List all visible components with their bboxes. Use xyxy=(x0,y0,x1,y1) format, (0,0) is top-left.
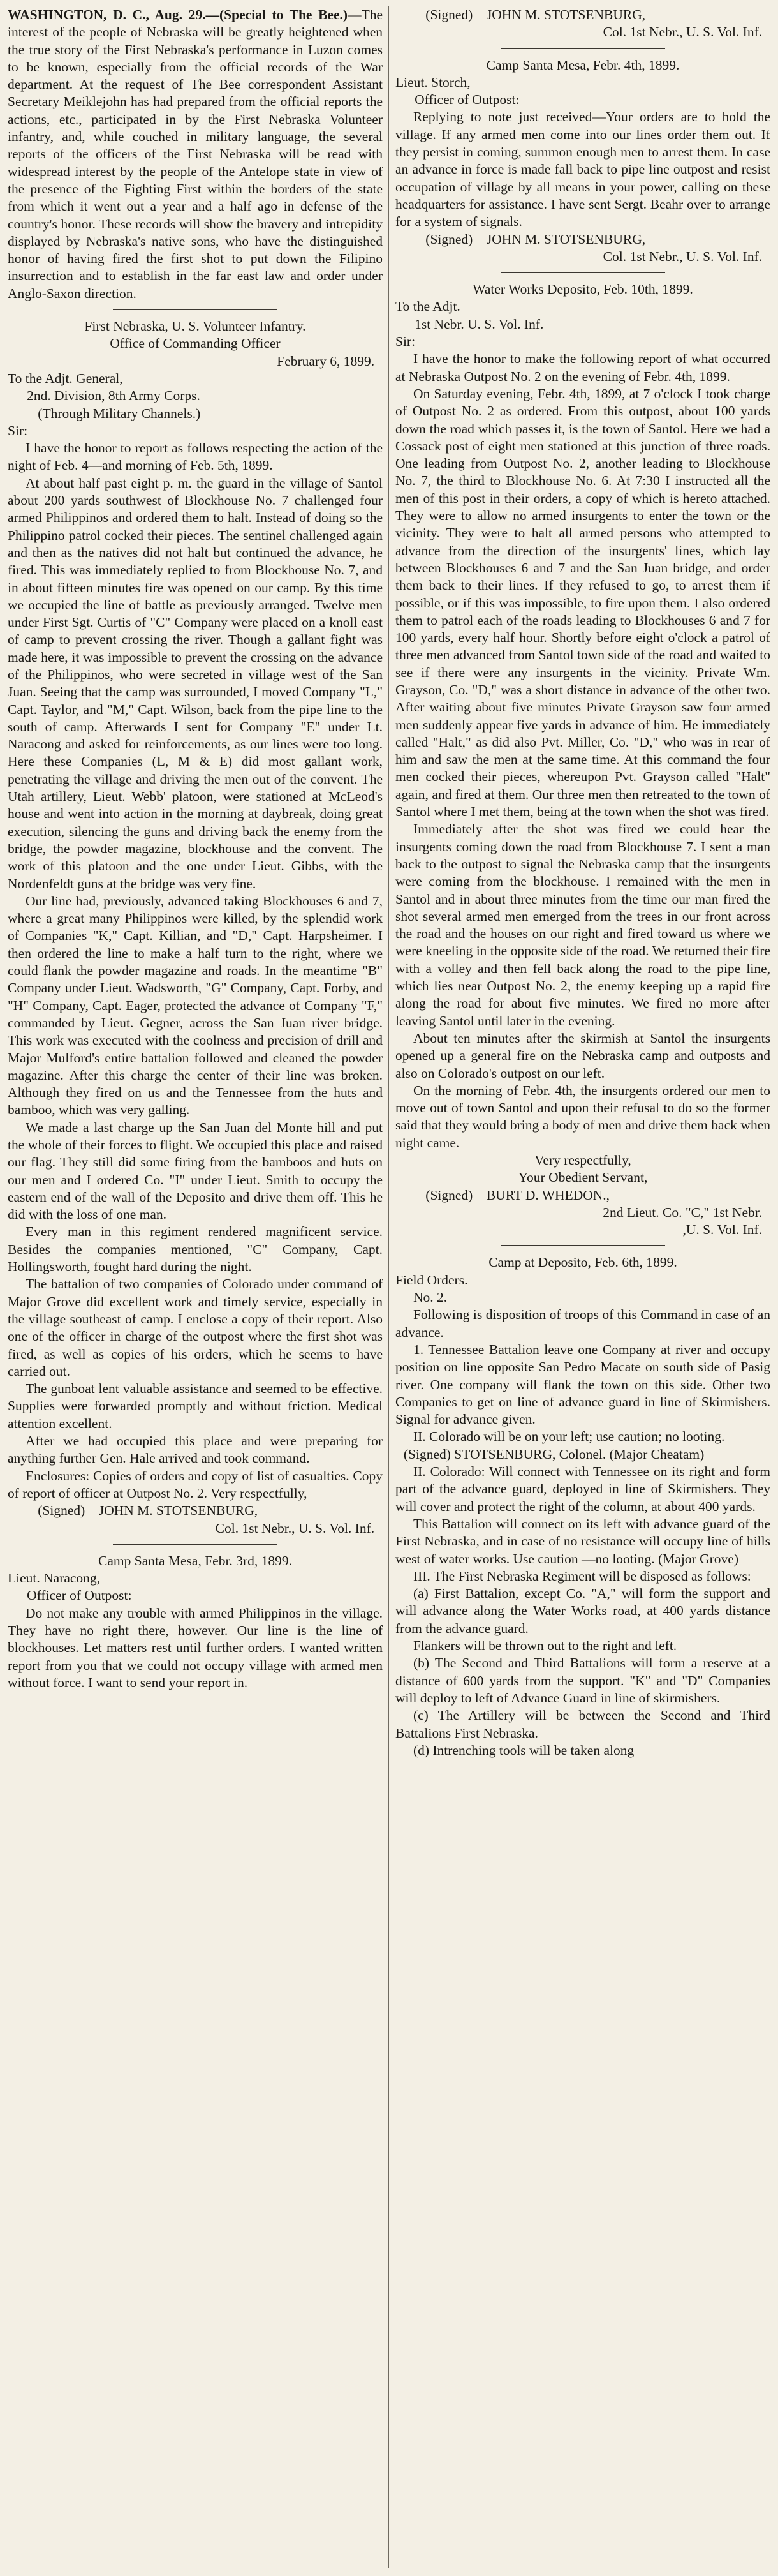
field-orders-number: No. 2. xyxy=(413,1290,448,1306)
report-2-paragraph: On the morning of Febr. 4th, the insurgents ordered our men to move out of town Santol and upon their refusal to do so the former said that they would bring a body of men and drive them back when night came. xyxy=(395,1082,770,1150)
field-orders-paragraph: 1. Tennessee Battalion leave one Company at river and occupy position on line opposite San Pedro Macate on south side of Pasig river. One company will flank the town on this side. Other two Companies to get on line of advance guard in line of Skirmishers. Signal for advance given. xyxy=(395,1341,770,1427)
order-2-signature xyxy=(395,231,770,248)
order-1-signature xyxy=(395,6,770,24)
field-orders-paragraph: III. The First Nebraska Regiment will be disposed as follows: xyxy=(413,1568,751,1584)
report-1-division: 2nd. Division, 8th Army Corps. xyxy=(27,388,200,404)
report-1-rank: Col. 1st Nebr., U. S. Vol. Inf. xyxy=(215,1520,375,1536)
order-2-to: Lieut. Storch, xyxy=(395,74,471,90)
order-1-to: Lieut. Naracong, xyxy=(8,1570,101,1586)
report-2-closing: Your Obedient Servant, xyxy=(518,1170,648,1186)
report-2-signature xyxy=(395,1187,770,1204)
report-1-date: February 6, 1899. xyxy=(277,353,375,369)
order-1 xyxy=(8,1552,383,1692)
order-1-office: Officer of Outpost: xyxy=(27,1588,132,1604)
order-1-body: Do not make any trouble with armed Philippinos in the village. They have no right there, however. Our line is the line of blockhouses. Let matters rest until further orders. I wanted written report from you that we could not occupy village with armed men without force. I want to send your report in. xyxy=(8,1605,383,1690)
report-1-paragraph: Enclosures: Copies of orders and copy of list of casualties. Copy of report of officer at Outpost No. 2. Very respectfully, xyxy=(8,1468,383,1501)
report-2-unit: 1st Nebr. U. S. Vol. Inf. xyxy=(415,316,544,332)
column-divider xyxy=(388,6,389,2568)
report-1-heading: First Nebraska, U. S. Volunteer Infantry. xyxy=(84,318,306,334)
right-column xyxy=(395,6,770,2572)
field-orders-paragraph: (b) The Second and Third Battalions will form a reserve at a distance of 600 yards from the support. "K" and "D" Companies will deploy to left of Advance Guard in line of skirmishers. xyxy=(395,1655,770,1706)
report-1-paragraph: After we had occupied this place and were preparing for anything further Gen. Hale arrived and took command. xyxy=(8,1433,383,1466)
report-1-office: Office of Commanding Officer xyxy=(110,336,281,352)
field-orders-paragraph: (c) The Artillery will be between the Second and Third Battalions First Nebraska. xyxy=(395,1708,770,1741)
report-2-paragraph: On Saturday evening, Febr. 4th, 1899, at 7 o'clock I took charge of Outpost No. 2 as ordered. From this outpost, about 100 yards down the road which passes it, is the town of Santol. Here we had a Cossack post of eight men stationed at this junction of three roads. One leading from Outpost No. 2, another leading to Blockhouse No. 7, the third to Blockhouse No. 6. At 7:30 I instructed all the men of this post in their orders, a copy of which is hereto attached. They were to allow no armed insurgents to enter the town or the vicinity. They were to halt all armed persons who attempted to advance from the direction of the insurgents' lines, which lay between Blockhouses 6 and 7 and the San Juan bridge, and order them back to their lines. If they refused to go, to arrest them if possible, or if this was impossible, to fire upon them. I also ordered them to patrol each of the roads leading to Blockhouses 6 and 7 for 100 yards, every half hour. Shortly before eight o'clock a patrol of three men advanced from Santol town side of the road and waited to see if there were any insurgents in the vicinity. Private Wm. Grayson, Co. "D," was a short distance in advance of the other two. After waiting about five minutes Private Grayson saw four armed men suddenly appear five yards in advance of him. He immediately called "Halt," as did also Pvt. Miller, Co. "D," who was in rear of him and saw the men at the same time. At this command the four men cocked their pieces, whereupon Pvt. Grayson called "Halt" again, and fired at them. Our three men then retreated to the town of Santol where I met them, being at the town when the shot was fired. xyxy=(395,385,770,820)
signed-label: (Signed) xyxy=(425,7,473,22)
signer-name: JOHN M. STOTSENBURG, xyxy=(98,1503,258,1519)
report-2-paragraph: Immediately after the shot was fired we could hear the insurgents coming down the road from Blockhouse 7. I sent a man back to the outpost to signal the Nebraska camp that the insurgents were coming from the blockhouse. I remained with the men in Santol and in about three minutes from the time our man fired the shot several armed men emerged from the trees in our front across the road and the houses on our right and fired toward us where we were kneeling in the opposite side of the road. We returned their fire with a volley and then fell back along the road to the pipe line, which lies near Outpost No. 2, the enemy keeping up a rapid fire along the road for about five minutes. We fired no more after leaving Santol until later in the evening. xyxy=(395,821,770,1029)
report-1 xyxy=(8,318,383,1537)
field-orders-heading: Camp at Deposito, Feb. 6th, 1899. xyxy=(488,1254,677,1270)
article-dateline: WASHINGTON, D. C., Aug. 29.—(Special to The Bee.) xyxy=(8,7,348,22)
left-column xyxy=(8,6,383,2572)
article-intro-text: —The interest of the people of Nebraska will be greatly heightened when the true story of the First Nebraska's performance in Luzon comes to be known, especially from the official records of the War department. At the request of The Bee correspondent Assistant Secretary Meiklejohn has had prepared from the official reports the actions, etc., participated in by the First Nebraska Volunteer infantry, and, while couched in military language, the several reports of the officers of the First Nebraska will be read with widespread interest by the people of the Antelope state in view of the presence of the Fighting First within the borders of the state from which it went out a year and a half ago in defense of the country's honor. These records will show the bravery and intrepidity displayed by Nebraska's native sons, who have the distinguished honor of having fired the first shot to put down the Filipino insurrection and to establish in the far east law and order under Anglo-Saxon direction. xyxy=(8,7,383,301)
report-1-paragraph: The gunboat lent valuable assistance and seemed to be effective. Supplies were forwarded promptly and without friction. Medical attention excellent. xyxy=(8,1381,383,1431)
section-rule xyxy=(501,272,666,273)
report-2-paragraph: I have the honor to make the following report of what occurred at Nebraska Outpost No. 2 on the evening of Febr. 4th, 1899. xyxy=(395,351,770,384)
report-2-closing: Very respectfully, xyxy=(534,1152,631,1168)
field-orders xyxy=(395,1254,770,1759)
report-1-paragraph: At about half past eight p. m. the guard in the village of Santol about 200 yards southwest of Blockhouse No. 7 challenged four armed Philippinos and ordered them to halt. Instead of doing so the Philippino patrol cocked their pieces. The sentinel challenged again and then as the natives did not halt but continued the advance, he fired. This was immediately replied to from Blockhouse No. 7, and in about fifteen minutes fire was opened on our camp. By this time we occupied the line of battle as previously arranged. Twelve men under First Sgt. Curtis of "C" Company were placed on a knoll east of camp to prevent crossing the river. Though a gallant fight was made here, it was impossible to prevent the crossing on the advance of the Philippinos, who were secreted in village west of the San Juan. Seeing that the camp was surrounded, I moved Company "L," Capt. Taylor, and "M," Capt. Wilson, back from the pipe line to the south of camp. Afterwards I sent for Company "E" under Lt. Naracong and asked for reinforcements, as our lines were too long. Here these Companies (L, M & E) did most gallant work, penetrating the village and driving the men out of the convent. The Utah artillery, Lieut. Webb' platoon, were stationed at McLeod's house and went into action in the morning at daybreak, doing great execution, silencing the guns and driving back the enemy from the bridge, the powder magazine, blockhouse and the convent. The work of this platoon and the one under Lieut. Gibbs, with the Nordenfeldt guns at the bridge was very fine. xyxy=(8,475,383,891)
order-1-heading: Camp Santa Mesa, Febr. 3rd, 1899. xyxy=(98,1552,292,1568)
report-2 xyxy=(395,281,770,1239)
signed-label: (Signed) xyxy=(425,231,473,247)
report-2-heading: Water Works Deposito, Feb. 10th, 1899. xyxy=(473,281,693,297)
field-orders-paragraph: II. Colorado: Will connect with Tennessee on its right and form part of the advance guard, deployed in line of Skirmishers. They will cover and protect the right of the column, at about 400 yards. xyxy=(395,1464,770,1514)
field-orders-paragraph: (d) Intrenching tools will be taken along xyxy=(413,1742,635,1758)
report-2-to: To the Adjt. xyxy=(395,299,460,315)
report-1-to: To the Adjt. General, xyxy=(8,370,123,386)
field-orders-paragraph: II. Colorado will be on your left; use caution; no looting. xyxy=(413,1429,725,1445)
section-rule xyxy=(113,309,278,310)
report-2-paragraph: About ten minutes after the skirmish at Santol the insurgents opened up a general fire on the Nebraska camp and outposts and also on Colorado's outpost on our left. xyxy=(395,1030,770,1081)
signed-label: (Signed) xyxy=(425,1187,473,1203)
report-1-paragraph: I have the honor to report as follows respecting the action of the night of Feb. 4—and morning of Feb. 5th, 1899. xyxy=(8,440,383,473)
order-2 xyxy=(395,57,770,266)
order-2-rank: Col. 1st Nebr., U. S. Vol. Inf. xyxy=(603,248,763,264)
signer-name: JOHN M. STOTSENBURG, xyxy=(486,7,646,22)
signer-name: BURT D. WHEDON., xyxy=(486,1187,610,1203)
article-intro xyxy=(8,6,383,302)
section-rule xyxy=(501,1245,666,1246)
signer-name: JOHN M. STOTSENBURG, xyxy=(486,231,646,247)
section-rule xyxy=(113,1544,278,1545)
report-1-paragraph: We made a last charge up the San Juan del Monte hill and put the whole of their forces to flight. We occupied this place and raised our flag. They still did some firing from the bamboos and huts on our men and I ordered Co. "I" under Lieut. Smith to occupy the eastern end of the wall of the Deposito and drive them off. This he did with the loss of one man. xyxy=(8,1119,383,1223)
report-1-signature xyxy=(8,1502,383,1519)
field-orders-title: Field Orders. xyxy=(395,1272,468,1288)
report-1-paragraph: The battalion of two companies of Colorado under command of Major Grove did excellent work and timely service, especially in the village southeast of camp. I enclose a copy of their report. Also one of the officer in charge of the outpost where the first shot was fired, as well as copies of his orders, which he seems to have carried out. xyxy=(8,1276,383,1379)
report-1-salutation: Sir: xyxy=(8,422,28,438)
report-1-paragraph: Every man in this regiment rendered magnificent service. Besides the companies mentioned, "C" Company, Capt. Hollingsworth, fought hard during the night. xyxy=(8,1224,383,1275)
report-1-channels: (Through Military Channels.) xyxy=(38,405,201,421)
order-1-rank: Col. 1st Nebr., U. S. Vol. Inf. xyxy=(603,24,763,40)
report-2-rank: 2nd Lieut. Co. "C," 1st Nebr. xyxy=(603,1204,763,1220)
signed-label: (Signed) xyxy=(38,1503,85,1519)
report-2-rank: ,U. S. Vol. Inf. xyxy=(682,1222,763,1238)
order-2-office: Officer of Outpost: xyxy=(415,92,520,108)
section-rule xyxy=(501,48,666,49)
field-orders-paragraph: Following is disposition of troops of this Command in case of an advance. xyxy=(395,1307,770,1340)
field-orders-paragraph: (a) First Battalion, except Co. "A," will form the support and will advance along the Water Works road, at 400 yards distance from the advance guard. xyxy=(395,1586,770,1636)
order-2-body: Replying to note just received—Your orders are to hold the village. If any armed men come into our lines order them out. If they persist in coming, summon enough men to arrest them. In case an advance in force is made fall back to pipe line outpost and resist occupation of village by all means in your power, calling on these headquarters for assistance. I have sent Sergt. Beahr over to arrange for a system of signals. xyxy=(395,109,770,230)
report-2-salutation: Sir: xyxy=(395,334,416,350)
order-2-heading: Camp Santa Mesa, Febr. 4th, 1899. xyxy=(486,57,680,73)
field-orders-paragraph: This Battalion will connect on its left with advance guard of the First Nebraska, and in case of no resistance will occupy line of hills west of water works. Use caution —no looting. (Major Grove) xyxy=(395,1515,770,1567)
report-1-paragraph: Our line had, previously, advanced taking Blockhouses 6 and 7, where a great many Philippinos were killed, by the splendid work of Companies "K," Capt. Killian, and "D," Capt. Harpsheimer. I then ordered the line to make a half turn to the right, where we could flank the powder magazine and roads. In the meantime "B" Company under Lieut. Wadsworth, "G" Company, Capt. Forby, and "H" Company, Capt. Eager, protected the advance of Company "F," commanded by Lieut. Gegner, across the San Juan river bridge. This work was executed with the coolness and precision of drill and Major Mulford's entire battalion followed and cleaned the powder magazine. After this charge the center of their line was broken. Although they fired on us and the Tennessee from the huts and bamboo, which was very galling. xyxy=(8,893,383,1118)
field-orders-paragraph: (Signed) STOTSENBURG, Colonel. (Major Cheatam) xyxy=(403,1446,705,1462)
field-orders-paragraph: Flankers will be thrown out to the right and left. xyxy=(413,1638,677,1654)
